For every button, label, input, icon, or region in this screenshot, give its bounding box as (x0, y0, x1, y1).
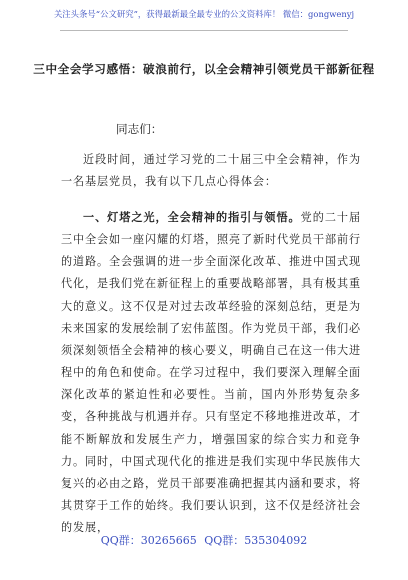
document-title: 三中全会学习感悟：破浪前行，以全会精神引领党员干部新征程 (33, 62, 375, 76)
section-1-body: 党的二十届三中全会如一座闪耀的灯塔，照亮了新时代党员干部前行的道路。全会强调的进一步全面深化改革、推进中国式现代化，是我们党在新征程上的重要战略部署，具有极其重大的意义。这不仅是对过去改革经验的深刻总结，更是为未来国家的发展绘制了宏伟蓝图。作为党员干部，我们必须深刻领悟全会精神的核心要义，明确自己在这一伟大进程中的角色和使命。在学习过程中，我们要深入理解全面深化改革的紧迫性和必要性。当前，国内外形势复杂多变，各种挑战与机遇并存。只有坚定不移地推进改革，才能不断解放和发展生产力，增强国家的综合实力和竞争力。同时，中国式现代化的推进是我们实现中华民族伟大复兴的必由之路，党员干部要准确把握其内涵和要求，将其贯穿于工作的始终。我们要认识到，这不仅是经济社会的发展， (61, 211, 361, 535)
header-divider (60, 30, 348, 31)
intro-paragraph: 近段时间，通过学习党的二十届三中全会精神，作为一名基层党员，我有以下几点心得体会： (61, 153, 361, 189)
section-1-heading: 一、灯塔之光，全会精神的指引与领悟。 (83, 211, 301, 224)
header-banner: 关注头条号“公文研究”，获得最新最全最专业的公文资料库！ 微信：gongwenyj (53, 9, 355, 19)
salutation: 同志们： (116, 122, 163, 136)
footer-qq-groups: QQ群：30265665 QQ群：535304092 (100, 534, 308, 547)
section-1-paragraph (61, 207, 361, 539)
